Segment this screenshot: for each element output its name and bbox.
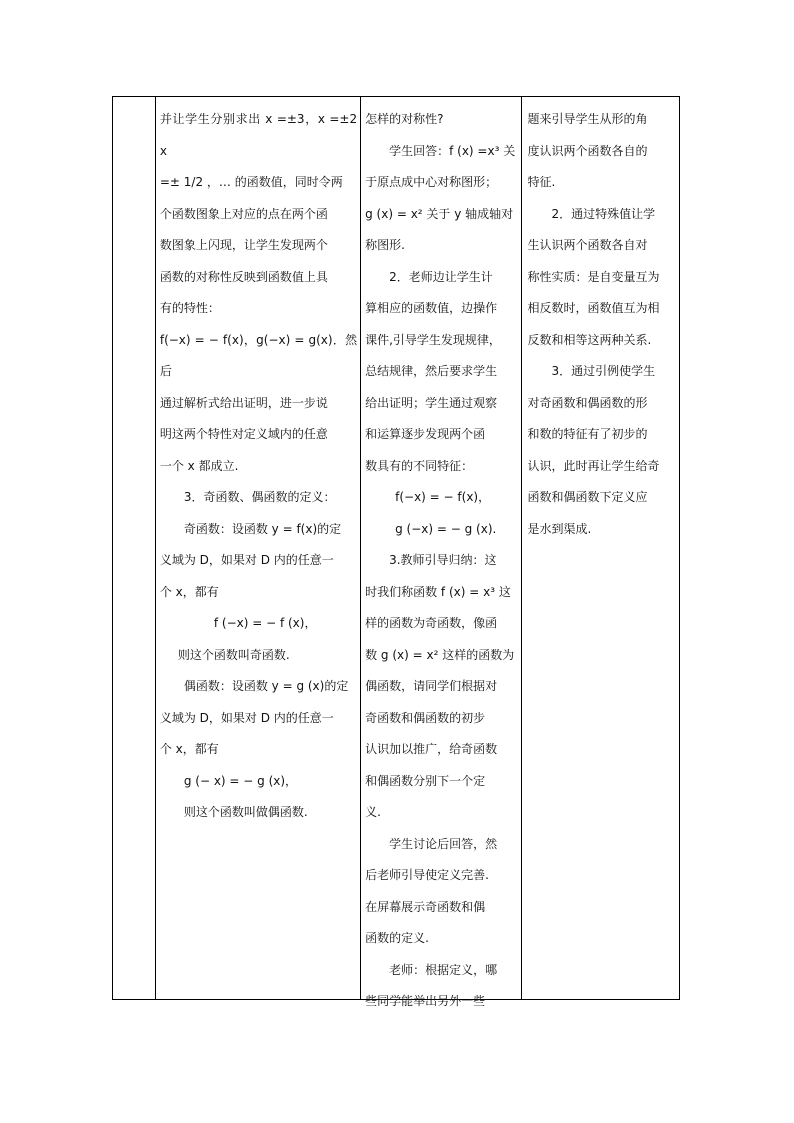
- table-column-teaching-content: [156, 97, 361, 999]
- text-line: 数图象上闪现，让学生发现两个: [159, 238, 328, 252]
- text-line: 奇函数和偶函数的初步: [365, 710, 486, 725]
- text-line: 函数的定义.: [365, 931, 429, 945]
- text-line: 明这两个特性对定义域内的任意: [159, 427, 328, 441]
- text-line: 偶函数：设函数 y = g (x)的定: [183, 679, 349, 693]
- table-column-design-intent: [522, 97, 679, 999]
- formula-line: f(−x) = − f(x)，: [395, 490, 491, 504]
- text-line: =± 1/2 ，… 的函数值，同时令两: [159, 175, 343, 189]
- text-line: 个 x，都有: [159, 584, 219, 599]
- text-line: 个函数图象上对应的点在两个函: [159, 206, 328, 221]
- text-line: 并让学生分别求出 x =±3，x =±2 x: [159, 112, 358, 158]
- text-line: 义域为 D，如果对 D 内的任意一: [159, 553, 334, 567]
- text-line: 学生讨论后回答，然: [389, 836, 498, 851]
- text-line: 3.教师引导归纳：这: [389, 553, 497, 567]
- text-line: 数具有的不同特征：: [365, 458, 474, 473]
- text-line: f(−x) = − f(x)，g(−x) = g(x)．然后: [159, 332, 358, 378]
- text-line: 则这个函数叫做偶函数.: [183, 805, 308, 819]
- formula-line: g (−x) = − g (x).: [395, 521, 497, 536]
- text-line: 和运算逐步发现两个函: [365, 427, 486, 441]
- text-line: g (x) = x² 关于 y 轴成轴对: [365, 206, 514, 221]
- text-line: 个 x，都有: [159, 742, 219, 756]
- text-line: 算相应的函数值，边操作: [365, 301, 498, 315]
- text-line: 3．通过引例使学生: [551, 364, 656, 378]
- text-line: 怎样的对称性?: [365, 112, 444, 126]
- text-line: 认识加以推广，给奇函数: [365, 742, 498, 756]
- formula-line: g (− x) = − g (x)，: [183, 773, 298, 788]
- text-line: 些同学能举出另外一些: [365, 994, 486, 1008]
- text-line: 特征.: [527, 175, 556, 189]
- text-line: 和偶函数分别下一个定: [365, 773, 486, 788]
- text-line: 2．通过特殊值让学: [551, 206, 656, 221]
- text-line: 称图形.: [365, 238, 405, 252]
- text-line: 奇函数：设函数 y = f(x)的定: [183, 521, 342, 536]
- section-heading: 3．奇函数、偶函数的定义：: [183, 490, 336, 504]
- text-line: 反数和相等这两种关系.: [527, 332, 652, 347]
- text-line: 函数和偶函数下定义应: [527, 490, 648, 504]
- text-line: 学生回答：f (x) =x³ 关: [389, 143, 516, 158]
- text-line: 在屏幕展示奇函数和偶: [365, 899, 486, 914]
- text-line: 生认识两个函数各自对: [527, 238, 648, 252]
- text-line: 义.: [365, 805, 381, 819]
- text-line: 一个 x 都成立.: [159, 458, 239, 473]
- text-line: 是水到渠成.: [527, 521, 592, 536]
- text-line: 和数的特征有了初步的: [527, 427, 648, 441]
- text-line: 通过解析式给出证明，进一步说: [159, 395, 328, 410]
- text-line: 则这个函数叫奇函数.: [177, 647, 290, 662]
- text-line: 课件,引导学生发现规律，: [365, 332, 501, 347]
- text-line: 时我们称函数 f (x) = x³ 这: [365, 584, 511, 599]
- text-line: 有的特性：: [159, 301, 220, 315]
- text-line: 于原点成中心对称图形；: [365, 175, 498, 189]
- text-line: 义域为 D，如果对 D 内的任意一: [159, 710, 334, 725]
- text-line: 函数的对称性反映到函数值上具: [159, 269, 328, 284]
- text-line: 总结规律，然后要求学生: [365, 364, 498, 378]
- text-line: 数 g (x) = x² 这样的函数为: [365, 647, 515, 662]
- text-line: 给出证明；学生通过观察: [365, 395, 498, 410]
- text-line: 老师：根据定义，哪: [389, 962, 498, 977]
- table-column-student-activity: [361, 97, 521, 1008]
- formula-line: f (−x) = − f (x)，: [213, 616, 317, 630]
- text-line: 样的函数为奇函数，像函: [365, 616, 498, 630]
- text-line: 后老师引导使定义完善.: [365, 868, 489, 882]
- table-column-empty: [113, 97, 156, 999]
- text-line: 相反数时，函数值互为相: [527, 301, 660, 315]
- text-line: 对奇函数和偶函数的形: [527, 395, 648, 410]
- text-line: 度认识两个函数各自的: [527, 143, 648, 158]
- text-line: 题来引导学生从形的角: [527, 112, 648, 126]
- text-line: 2．老师边让学生计: [389, 269, 493, 284]
- lesson-table: [112, 96, 680, 1008]
- text-line: 偶函数，请同学们根据对: [365, 679, 498, 693]
- text-line: 称性实质：是自变量互为: [527, 269, 660, 284]
- text-line: 认识，此时再让学生给奇: [527, 458, 660, 473]
